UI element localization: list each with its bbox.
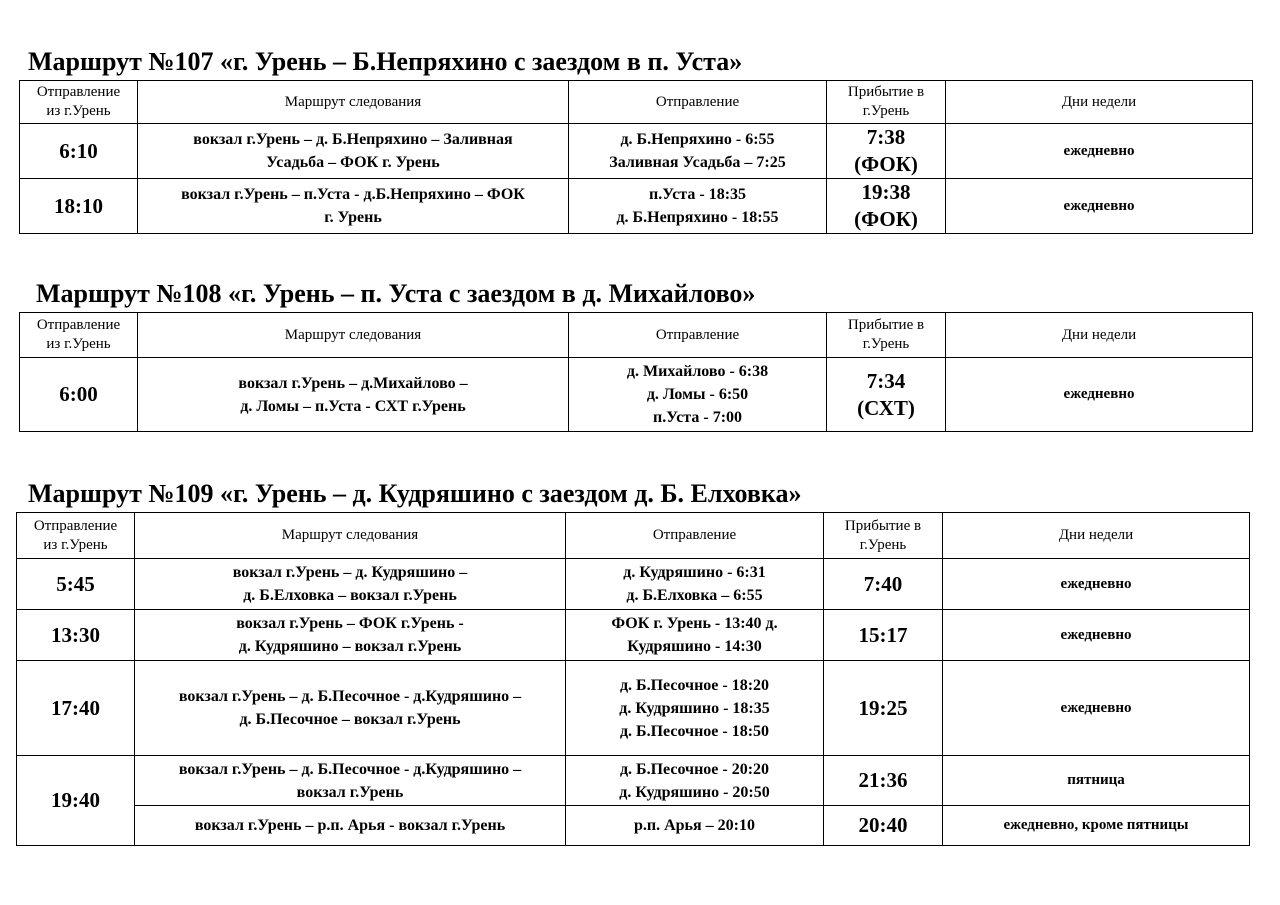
table-row (17, 559, 1250, 610)
departure-time: 6:00 (20, 358, 138, 432)
route-107-title: Маршрут №107 «г. Урень – Б.Непряхино с заездом в п. Уста» (28, 47, 743, 76)
header-departure: Отправление (566, 513, 824, 559)
days-of-week: ежедневно (946, 358, 1253, 432)
arrival-time: 19:38 (ФОК) (827, 179, 946, 234)
header-departure-from: Отправление из г.Урень (17, 513, 135, 559)
departure-time: 18:10 (20, 179, 138, 234)
stop-times: д. Б.Песочное - 18:20 д. Кудряшино - 18:35 д. Б.Песочное - 18:50 (566, 661, 824, 756)
arrival-time: 7:34 (СХТ) (827, 358, 946, 432)
days-of-week: пятница (943, 756, 1250, 806)
days-of-week: ежедневно (943, 610, 1250, 661)
arrival-time: 7:38 (ФОК) (827, 124, 946, 179)
route-path: вокзал г.Урень – д. Б.Непряхино – Заливная Усадьба – ФОК г. Урень (138, 124, 569, 179)
table-header-row (20, 313, 1253, 358)
table-row (17, 806, 1250, 846)
days-of-week: ежедневно (946, 124, 1253, 179)
header-departure-from: Отправление из г.Урень (20, 313, 138, 358)
departure-time: 5:45 (17, 559, 135, 610)
table-header-row (17, 513, 1250, 559)
route-108-title: Маршрут №108 «г. Урень – п. Уста с заездом в д. Михайлово» (36, 279, 756, 308)
arrival-time: 19:25 (824, 661, 943, 756)
header-route: Маршрут следования (135, 513, 566, 559)
route-108-table (19, 312, 1253, 432)
header-route: Маршрут следования (138, 81, 569, 124)
header-departure: Отправление (569, 81, 827, 124)
table-row (17, 610, 1250, 661)
header-arrival: Прибытие в г.Урень (827, 313, 946, 358)
header-days: Дни недели (943, 513, 1250, 559)
route-109-table (16, 512, 1250, 846)
table-row (17, 756, 1250, 806)
stop-times: д. Михайлово - 6:38 д. Ломы - 6:50 п.Уста - 7:00 (569, 358, 827, 432)
days-of-week: ежедневно, кроме пятницы (943, 806, 1250, 846)
header-departure-from: Отправление из г.Урень (20, 81, 138, 124)
header-days: Дни недели (946, 81, 1253, 124)
days-of-week: ежедневно (946, 179, 1253, 234)
header-arrival: Прибытие в г.Урень (824, 513, 943, 559)
arrival-time: 20:40 (824, 806, 943, 846)
header-departure: Отправление (569, 313, 827, 358)
route-path: вокзал г.Урень – р.п. Арья - вокзал г.Урень (135, 806, 566, 846)
header-days: Дни недели (946, 313, 1253, 358)
route-path: вокзал г.Урень – ФОК г.Урень - д. Кудряшино – вокзал г.Урень (135, 610, 566, 661)
route-path: вокзал г.Урень – д. Б.Песочное - д.Кудряшино – д. Б.Песочное – вокзал г.Урень (135, 661, 566, 756)
days-of-week: ежедневно (943, 559, 1250, 610)
stop-times: д. Б.Непряхино - 6:55 Заливная Усадьба – 7:25 (569, 124, 827, 179)
stop-times: р.п. Арья – 20:10 (566, 806, 824, 846)
table-row (20, 179, 1253, 234)
departure-time: 17:40 (17, 661, 135, 756)
table-row (17, 661, 1250, 756)
header-arrival: Прибытие в г.Урень (827, 81, 946, 124)
route-path: вокзал г.Урень – д. Кудряшино – д. Б.Елховка – вокзал г.Урень (135, 559, 566, 610)
route-109-title: Маршрут №109 «г. Урень – д. Кудряшино с заездом д. Б. Елховка» (28, 479, 802, 508)
arrival-time: 7:40 (824, 559, 943, 610)
stop-times: ФОК г. Урень - 13:40 д. Кудряшино - 14:30 (566, 610, 824, 661)
stop-times: д. Кудряшино - 6:31 д. Б.Елховка – 6:55 (566, 559, 824, 610)
route-107-table (19, 80, 1253, 234)
stop-times: д. Б.Песочное - 20:20 д. Кудряшино - 20:50 (566, 756, 824, 806)
route-path: вокзал г.Урень – д.Михайлово – д. Ломы – п.Уста - СХТ г.Урень (138, 358, 569, 432)
arrival-time: 21:36 (824, 756, 943, 806)
arrival-time: 15:17 (824, 610, 943, 661)
table-row (20, 358, 1253, 432)
table-row (20, 124, 1253, 179)
route-path: вокзал г.Урень – д. Б.Песочное - д.Кудряшино – вокзал г.Урень (135, 756, 566, 806)
header-route: Маршрут следования (138, 313, 569, 358)
departure-time: 19:40 (17, 756, 135, 846)
table-header-row (20, 81, 1253, 124)
departure-time: 13:30 (17, 610, 135, 661)
departure-time: 6:10 (20, 124, 138, 179)
stop-times: п.Уста - 18:35 д. Б.Непряхино - 18:55 (569, 179, 827, 234)
days-of-week: ежедневно (943, 661, 1250, 756)
route-path: вокзал г.Урень – п.Уста - д.Б.Непряхино – ФОК г. Урень (138, 179, 569, 234)
